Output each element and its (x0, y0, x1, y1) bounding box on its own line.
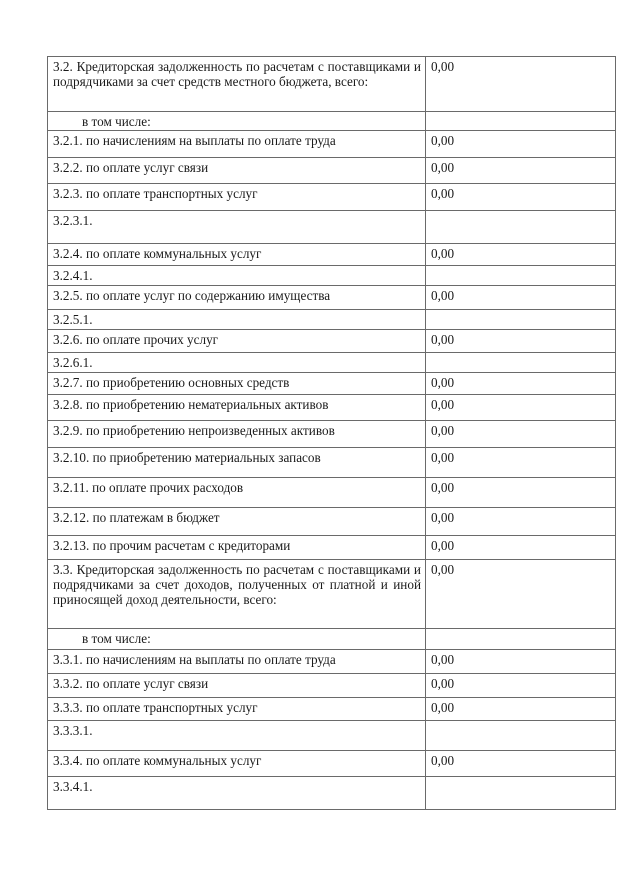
table-row (48, 421, 616, 448)
row-value (426, 310, 616, 330)
row-value: 0,00 (426, 478, 616, 508)
row-label: 3.2.11. по оплате прочих расходов (48, 478, 426, 508)
row-label: 3.3.3. по оплате транспортных услуг (48, 698, 426, 721)
row-value (426, 777, 616, 810)
row-label: 3.2.6. по оплате прочих услуг (48, 330, 426, 353)
row-label: 3.3.1. по начислениям на выплаты по оплате труда (48, 650, 426, 674)
debt-table-body (48, 57, 616, 810)
table-row (48, 629, 616, 650)
row-label: 3.2.12. по платежам в бюджет (48, 508, 426, 536)
row-label: 3.2.10. по приобретению материальных запасов (48, 448, 426, 478)
row-value: 0,00 (426, 57, 616, 112)
table-row (48, 721, 616, 751)
row-value: 0,00 (426, 751, 616, 777)
row-value: 0,00 (426, 330, 616, 353)
table-row (48, 131, 616, 158)
table-row (48, 244, 616, 266)
row-value: 0,00 (426, 421, 616, 448)
table-row (48, 112, 616, 131)
row-value: 0,00 (426, 650, 616, 674)
row-label: 3.3.4. по оплате коммунальных услуг (48, 751, 426, 777)
table-row (48, 57, 616, 112)
row-value (426, 112, 616, 131)
row-label: в том числе: (48, 629, 426, 650)
row-value: 0,00 (426, 184, 616, 211)
row-value: 0,00 (426, 286, 616, 310)
row-value: 0,00 (426, 674, 616, 698)
row-label: 3.2.5. по оплате услуг по содержанию имущества (48, 286, 426, 310)
row-value: 0,00 (426, 560, 616, 629)
table-row (48, 751, 616, 777)
table-row (48, 650, 616, 674)
row-value (426, 721, 616, 751)
row-value: 0,00 (426, 698, 616, 721)
row-label: 3.2.4.1. (48, 266, 426, 286)
debt-table (47, 56, 616, 810)
row-label: 3.3.2. по оплате услуг связи (48, 674, 426, 698)
row-value: 0,00 (426, 244, 616, 266)
table-row (48, 508, 616, 536)
table-row (48, 184, 616, 211)
row-label: 3.2.3. по оплате транспортных услуг (48, 184, 426, 211)
row-value: 0,00 (426, 508, 616, 536)
row-label: 3.2.13. по прочим расчетам с кредиторами (48, 536, 426, 560)
table-row (48, 395, 616, 421)
table-row (48, 536, 616, 560)
table-row (48, 373, 616, 395)
row-value: 0,00 (426, 395, 616, 421)
row-value (426, 266, 616, 286)
table-row (48, 330, 616, 353)
table-row (48, 286, 616, 310)
table-row (48, 698, 616, 721)
row-value: 0,00 (426, 536, 616, 560)
row-label: 3.2.8. по приобретению нематериальных активов (48, 395, 426, 421)
row-label: 3.2. Кредиторская задолженность по расчетам с поставщиками и подрядчиками за счет средств местного бюджета, всего: (48, 57, 426, 112)
row-label: в том числе: (48, 112, 426, 131)
row-value (426, 353, 616, 373)
row-label: 3.2.6.1. (48, 353, 426, 373)
row-label: 3.2.5.1. (48, 310, 426, 330)
row-label: 3.3. Кредиторская задолженность по расчетам с поставщиками и подрядчиками за счет доходов, полученных от платной и иной приносящей доход деятельности, всего: (48, 560, 426, 629)
row-label: 3.2.7. по приобретению основных средств (48, 373, 426, 395)
row-value (426, 211, 616, 244)
table-row (48, 448, 616, 478)
table-row (48, 266, 616, 286)
table-row (48, 353, 616, 373)
row-value: 0,00 (426, 373, 616, 395)
table-row (48, 211, 616, 244)
row-label: 3.3.3.1. (48, 721, 426, 751)
row-value: 0,00 (426, 131, 616, 158)
row-label: 3.2.9. по приобретению непроизведенных активов (48, 421, 426, 448)
row-value (426, 629, 616, 650)
row-label: 3.3.4.1. (48, 777, 426, 810)
row-label: 3.2.4. по оплате коммунальных услуг (48, 244, 426, 266)
table-row (48, 310, 616, 330)
row-label: 3.2.2. по оплате услуг связи (48, 158, 426, 184)
table-row (48, 158, 616, 184)
table-row (48, 478, 616, 508)
table-row (48, 777, 616, 810)
table-row (48, 560, 616, 629)
table-row (48, 674, 616, 698)
row-value: 0,00 (426, 448, 616, 478)
row-value: 0,00 (426, 158, 616, 184)
row-label: 3.2.3.1. (48, 211, 426, 244)
row-label: 3.2.1. по начислениям на выплаты по оплате труда (48, 131, 426, 158)
